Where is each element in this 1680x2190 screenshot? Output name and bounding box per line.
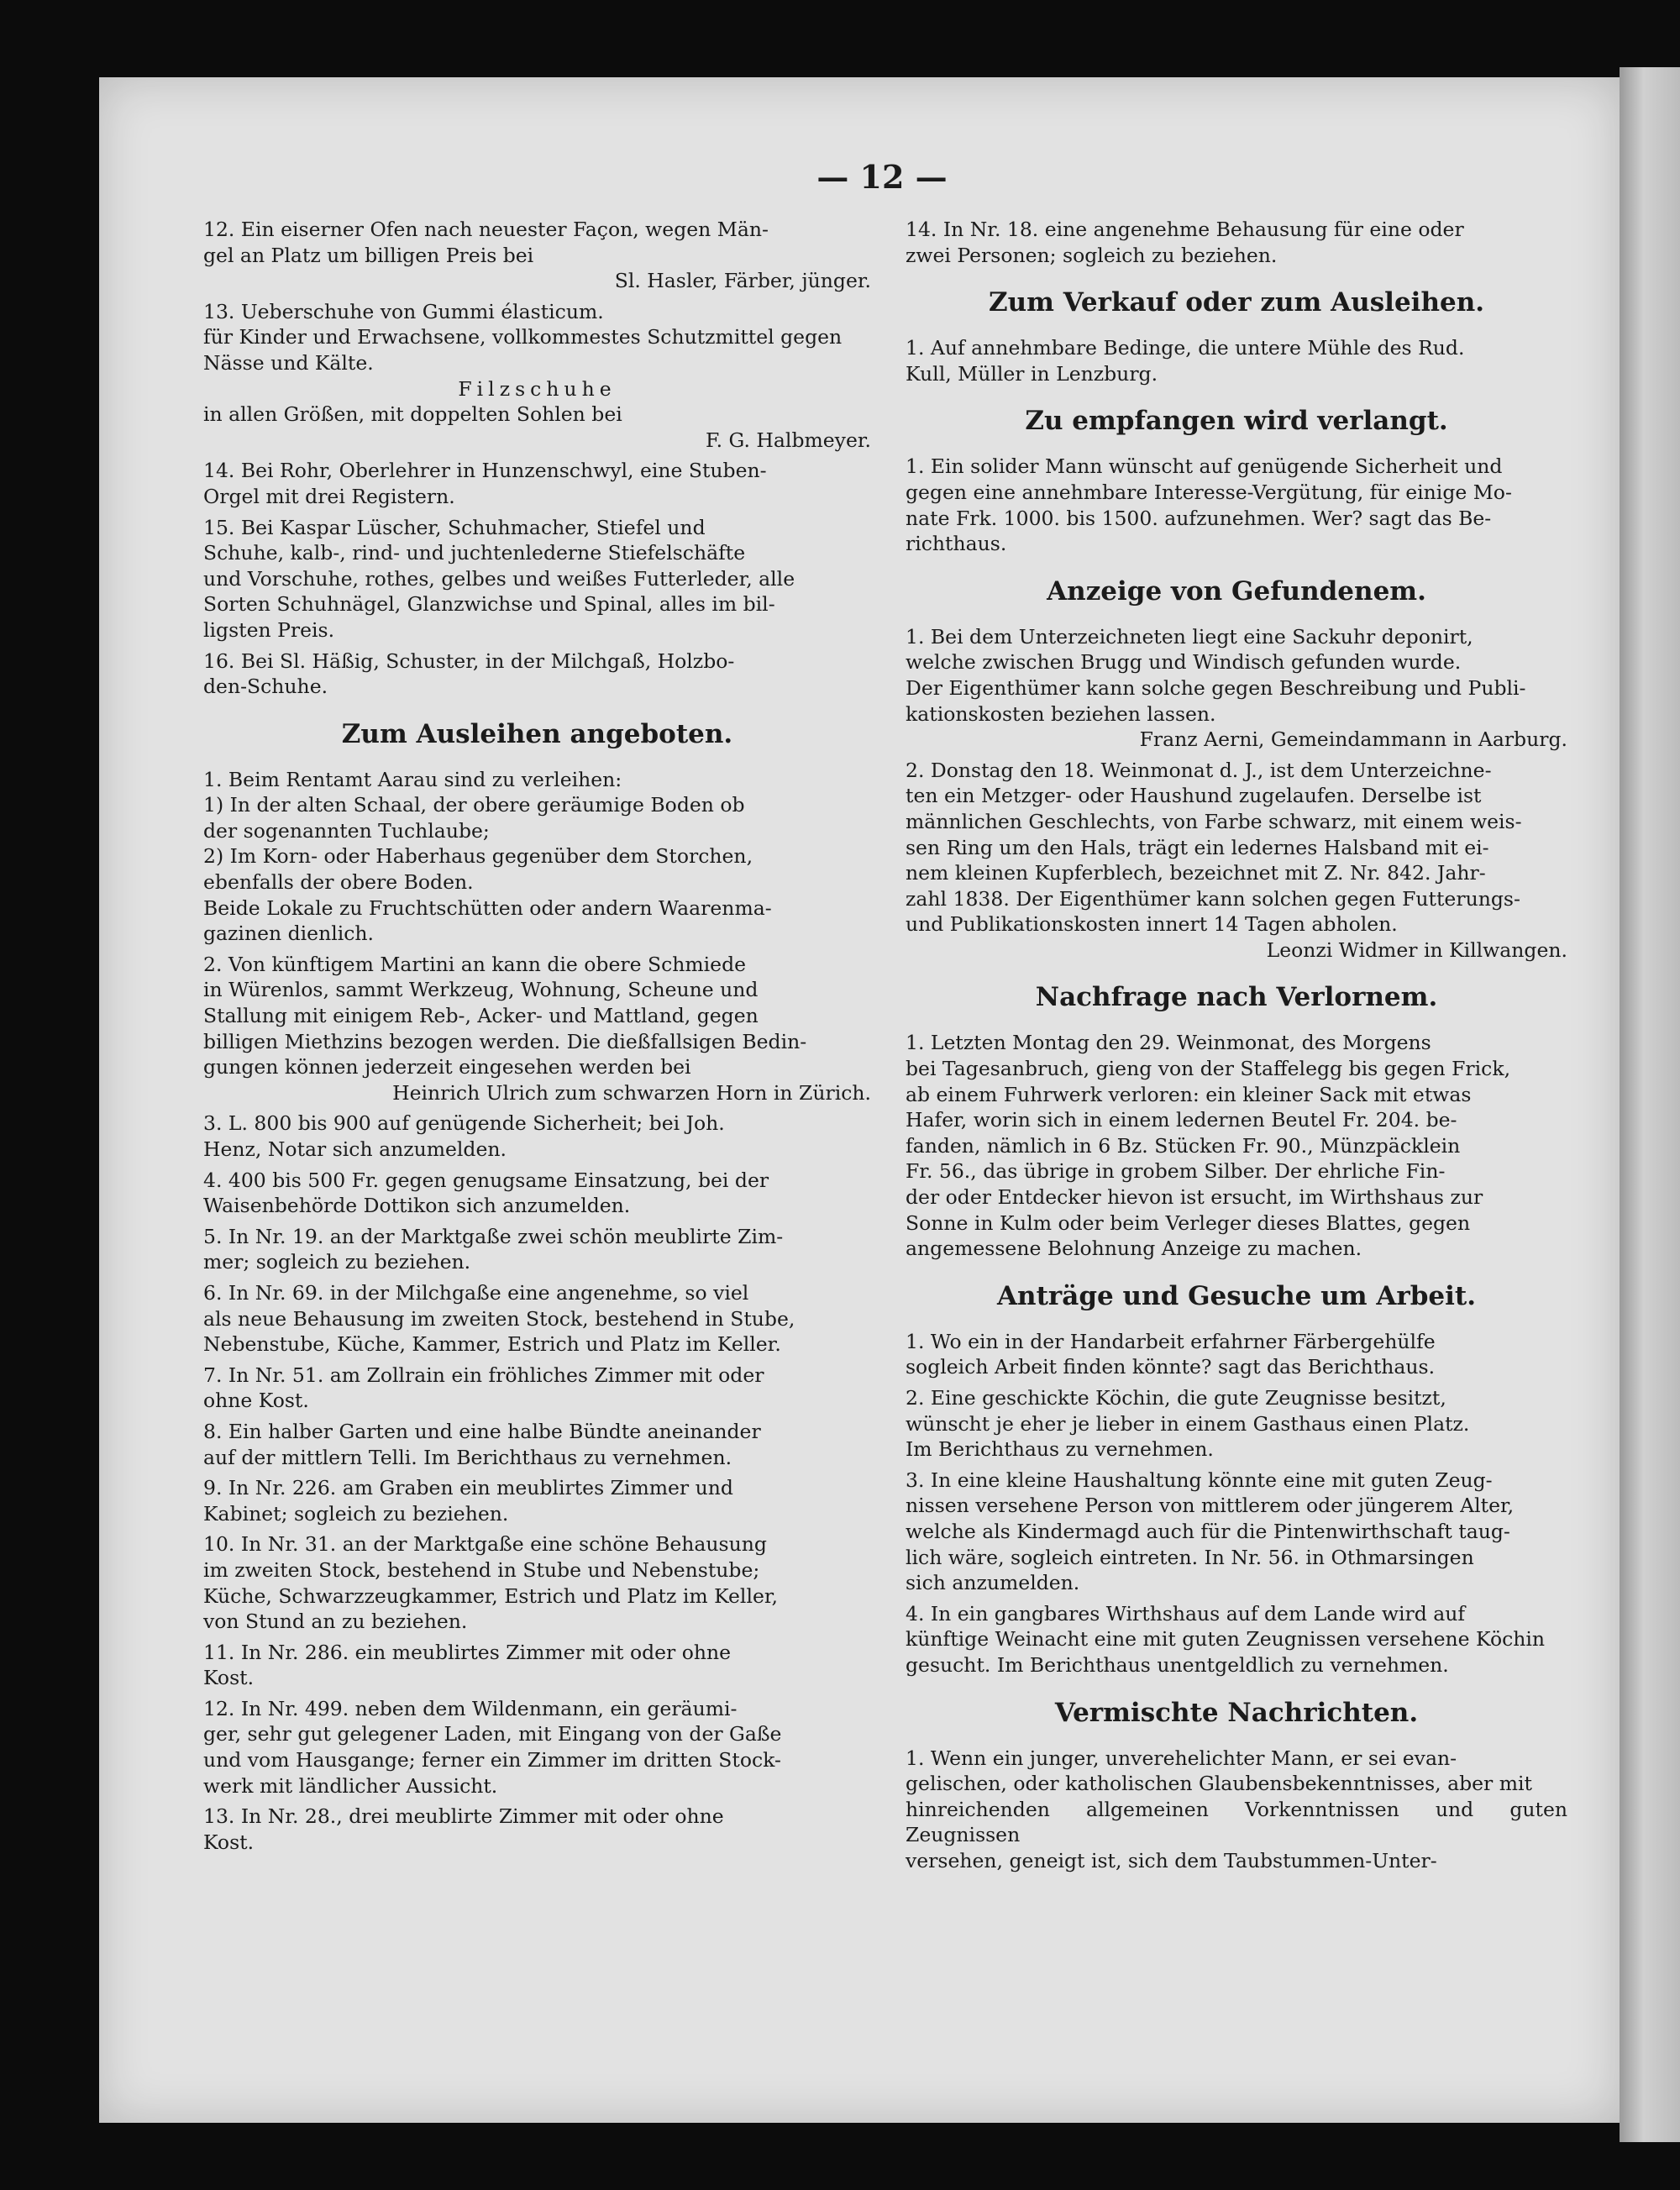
text-line: 12. Ein eiserner Ofen nach neuester Façon, wegen Män- [203,218,769,241]
left-column [203,217,871,1860]
text-line: Nässe und Kälte. [203,350,374,375]
text-line: wünscht je eher je lieber in einem Gasthaus einen Platz. [906,1411,1470,1436]
signature-line: Leonzi Widmer in Killwangen. [1266,937,1567,962]
text-line: Sorten Schuhnägel, Glanzwichse und Spinal, alles im bil- [203,592,775,617]
text-line: 8. Ein halber Garten und eine halbe Bündte aneinander [203,1419,761,1443]
list-item [203,1804,871,1855]
list-item [203,1168,871,1219]
text-line: 14. Bei Rohr, Oberlehrer in Hunzenschwyl, eine Stuben- [203,459,767,483]
text-line: 1. Bei dem Unterzeichneten liegt eine Sackuhr deponirt, [906,624,1473,649]
text-line: ebenfalls der obere Boden. [203,870,474,895]
text-line: der oder Entdecker hievon ist ersucht, im Wirthshaus zur [906,1185,1483,1210]
list-item [906,758,1567,964]
text-line: 14. In Nr. 18. eine angenehme Behausung für eine oder [906,218,1464,241]
text-line: gegen eine annehmbare Interesse-Vergütung, für einige Mo- [906,480,1512,504]
section-heading: Zu empfangen wird verlangt. [1025,406,1448,437]
text-line: nem kleinen Kupferblech, bezeichnet mit Z. Nr. 842. Jahr- [906,861,1486,885]
text-line: Schuhe, kalb-, rind- und juchtenlederne Stiefelschäfte [203,541,746,565]
centered-line: Filzschuhe [458,376,617,401]
text-line: sogleich Arbeit finden könnte? sagt das Berichthaus. [906,1355,1436,1379]
list-item [906,1468,1567,1596]
list-item [906,1746,1567,1874]
page-number: — 12 — [816,158,948,196]
list-item [203,515,871,643]
list-item [203,1419,871,1470]
section-heading: Vermischte Nachrichten. [1054,1697,1419,1728]
text-line: fanden, nämlich in 6 Bz. Stücken Fr. 90., Münzpäcklein [906,1133,1461,1158]
text-line: 2. Donstag den 18. Weinmonat d. J., ist dem Unterzeichne- [906,758,1492,782]
list-item [203,1475,871,1526]
text-line: 1. Auf annehmbare Bedinge, die untere Mühle des Rud. [906,336,1465,360]
text-line: ab einem Fuhrwerk verloren: ein kleiner Sack mit etwas [906,1082,1472,1106]
text-line: Der Eigenthümer kann solche gegen Beschreibung und Publi- [906,675,1526,700]
text-line: 13. In Nr. 28., drei meublirte Zimmer mit oder ohne [203,1804,724,1829]
list-item [203,952,871,1106]
text-line: zwei Personen; sogleich zu beziehen. [906,243,1278,267]
text-line: der sogenannten Tuchlaube; [203,818,490,843]
text-line: von Stund an zu beziehen. [203,1610,468,1634]
signature-line: F. G. Halbmeyer. [705,428,871,452]
signature-line: Heinrich Ulrich zum schwarzen Horn in Zürich. [392,1080,871,1105]
text-line: ligsten Preis. [203,617,335,642]
text-line: als neue Behausung im zweiten Stock, bestehend in Stube, [203,1306,795,1331]
list-item [203,217,871,294]
text-line: Küche, Schwarzzeugkammer, Estrich und Platz im Keller, [203,1583,778,1608]
text-line: Kost. [203,1830,255,1854]
text-line: auf der mittlern Telli. Im Berichthaus zu vernehmen. [203,1445,732,1469]
list-item [906,1385,1567,1463]
text-line: hinreichenden allgemeinen Vorkenntnissen und guten Zeugnissen [906,1797,1567,1847]
text-line: 12. In Nr. 499. neben dem Wildenmann, ein geräumi- [203,1696,738,1720]
section-heading: Zum Ausleihen angeboten. [341,718,733,749]
section-heading: Zum Verkauf oder zum Ausleihen. [988,287,1485,318]
text-line: 2. Eine geschickte Köchin, die gute Zeugnisse besitzt, [906,1386,1446,1410]
text-line: angemessene Belohnung Anzeige zu machen. [906,1237,1362,1261]
text-line: mer; sogleich zu beziehen. [203,1250,471,1274]
text-line: Nebenstube, Küche, Kammer, Estrich und Platz im Keller. [203,1332,781,1357]
text-line: 5. In Nr. 19. an der Marktgaße zwei schön meublirte Zim- [203,1224,784,1248]
text-line: gelischen, oder katholischen Glaubensbekenntnisses, aber mit [906,1772,1532,1796]
text-line: ger, sehr gut gelegener Laden, mit Eingang von der Gaße [203,1722,782,1746]
list-item [906,1329,1567,1380]
text-line: und vom Hausgange; ferner ein Zimmer im dritten Stock- [203,1748,781,1772]
text-line: 1) In der alten Schaal, der obere geräumige Boden ob [203,793,745,817]
text-line: 1. Wenn ein junger, unverehelichter Mann, er sei evan- [906,1746,1457,1770]
section-heading: Anträge und Gesuche um Arbeit. [997,1280,1476,1311]
text-line: und Vorschuhe, rothes, gelbes und weißes Futterleder, alle [203,566,795,591]
text-line: Im Berichthaus zu vernehmen. [906,1437,1214,1462]
list-item [906,217,1567,268]
text-line: 9. In Nr. 226. am Graben ein meublirtes Zimmer und [203,1476,733,1500]
list-item [203,767,871,947]
text-line: Stallung mit einigem Reb-, Acker- und Mattland, gegen [203,1004,759,1028]
text-line: männlichen Geschlechts, von Farbe schwarz, mit einem weis- [906,809,1522,833]
text-line: 7. In Nr. 51. am Zollrain ein fröhliches Zimmer mit oder [203,1363,764,1387]
text-line: gungen können jederzeit eingesehen werden bei [203,1055,691,1079]
text-line: Henz, Notar sich anzumelden. [203,1137,507,1161]
text-line: kationskosten beziehen lassen. [906,701,1216,726]
text-line: Kabinet; sogleich zu beziehen. [203,1501,509,1526]
text-line: 11. In Nr. 286. ein meublirtes Zimmer mit oder ohne [203,1640,732,1664]
list-item [906,454,1567,556]
signature-line: Franz Aerni, Gemeindammann in Aarburg. [1139,727,1567,752]
text-line: 13. Ueberschuhe von Gummi élasticum. [203,299,604,323]
list-item [203,649,871,700]
text-line: 4. 400 bis 500 Fr. gegen genugsame Einsatzung, bei der [203,1168,769,1192]
list-item [203,1640,871,1691]
text-line: im zweiten Stock, bestehend in Stube und Nebenstube; [203,1557,760,1582]
list-item [203,1696,871,1799]
text-line: 10. In Nr. 31. an der Marktgaße eine schöne Behausung [203,1532,767,1557]
text-line: versehen, geneigt ist, sich dem Taubstummen-Unter- [906,1848,1437,1872]
list-item [203,1531,871,1634]
text-line: in allen Größen, mit doppelten Sohlen bei [203,402,622,427]
text-line: gesucht. Im Berichthaus unentgeldlich zu vernehmen. [906,1652,1449,1677]
text-line: 1. Ein solider Mann wünscht auf genügende Sicherheit und [906,454,1503,479]
text-line: Fr. 56., das übrige in grobem Silber. Der ehrliche Fin- [906,1159,1446,1184]
text-line: Kost. [203,1666,255,1690]
signature-line: Sl. Hasler, Färber, jünger. [614,269,871,293]
list-item [203,1224,871,1275]
text-line: 16. Bei Sl. Häßig, Schuster, in der Milchgaß, Holzbo- [203,649,735,673]
text-line: 15. Bei Kaspar Lüscher, Schuhmacher, Stiefel und [203,515,706,539]
list-item [906,1030,1567,1261]
text-line: 2) Im Korn- oder Haberhaus gegenüber dem Storchen, [203,844,753,869]
text-line: sen Ring um den Hals, trägt ein ledernes Halsband mit ei- [906,835,1489,859]
text-line: zahl 1838. Der Eigenthümer kann solchen gegen Futterungs- [906,886,1520,911]
list-item [906,624,1567,753]
text-line: 4. In ein gangbares Wirthshaus auf dem Lande wird auf [906,1601,1466,1625]
section-heading: Nachfrage nach Verlornem. [1035,982,1438,1013]
text-line: welche zwischen Brugg und Windisch gefunden wurde. [906,650,1462,675]
list-item [203,1363,871,1414]
text-line: Sonne in Kulm oder beim Verleger dieses Blattes, gegen [906,1211,1471,1235]
text-line: richthaus. [906,532,1007,556]
section-heading: Anzeige von Gefundenem. [1047,575,1426,607]
list-item [906,335,1567,386]
text-line: in Würenlos, sammt Werkzeug, Wohnung, Scheune und [203,978,759,1002]
text-line: 3. L. 800 bis 900 auf genügende Sicherheit; bei Joh. [203,1111,725,1136]
text-line: Beide Lokale zu Fruchtschütten oder andern Waarenma- [203,895,772,920]
list-item [203,1111,871,1162]
adjacent-page-edge [1620,67,1680,2142]
text-line: Waisenbehörde Dottikon sich anzumelden. [203,1194,631,1218]
text-line: gazinen dienlich. [203,922,374,946]
text-line: sich anzumelden. [906,1571,1080,1595]
text-line: Kull, Müller in Lenzburg. [906,361,1158,386]
text-line: 2. Von künftigem Martini an kann die obere Schmiede [203,952,747,976]
text-line: ten ein Metzger- oder Haushund zugelaufen. Derselbe ist [906,784,1482,808]
text-line: 3. In eine kleine Haushaltung könnte eine mit guten Zeug- [906,1468,1493,1492]
text-line: und Publikationskosten innert 14 Tagen abholen. [906,912,1398,937]
text-line: 6. In Nr. 69. in der Milchgaße eine angenehme, so viel [203,1280,749,1305]
list-item [906,1601,1567,1678]
text-line: nate Frk. 1000. bis 1500. aufzunehmen. Wer? sagt das Be- [906,506,1492,530]
text-line: 1. Letzten Montag den 29. Weinmonat, des Morgens [906,1031,1431,1055]
text-line: Hafer, worin sich in einem ledernen Beutel Fr. 204. be- [906,1108,1457,1132]
text-line: welche als Kindermagd auch für die Pintenwirthschaft taug- [906,1519,1510,1543]
text-line: Orgel mit drei Registern. [203,484,455,508]
right-column [906,217,1567,1879]
text-line: lich wäre, sogleich eintreten. In Nr. 56. in Othmarsingen [906,1545,1474,1569]
list-item [203,1280,871,1358]
list-item [203,299,871,454]
text-line: den-Schuhe. [203,675,328,699]
text-line: für Kinder und Erwachsene, vollkommestes Schutzmittel gegen [203,325,843,349]
text-line: 1. Beim Rentamt Aarau sind zu verleihen: [203,767,622,791]
text-line: ohne Kost. [203,1389,309,1413]
text-line: billigen Miethzins bezogen werden. Die dießfallsigen Bedin- [203,1029,807,1053]
text-line: künftige Weinacht eine mit guten Zeugnissen versehene Köchin [906,1627,1546,1652]
text-line: gel an Platz um billigen Preis bei [203,243,534,267]
text-line: 1. Wo ein in der Handarbeit erfahrner Färbergehülfe [906,1329,1436,1353]
text-line: bei Tagesanbruch, gieng von der Staffelegg bis gegen Frick, [906,1057,1511,1081]
list-item [203,458,871,509]
text-line: nissen versehene Person von mittlerem oder jüngerem Alter, [906,1494,1515,1518]
text-line: werk mit ländlicher Aussicht. [203,1773,498,1798]
